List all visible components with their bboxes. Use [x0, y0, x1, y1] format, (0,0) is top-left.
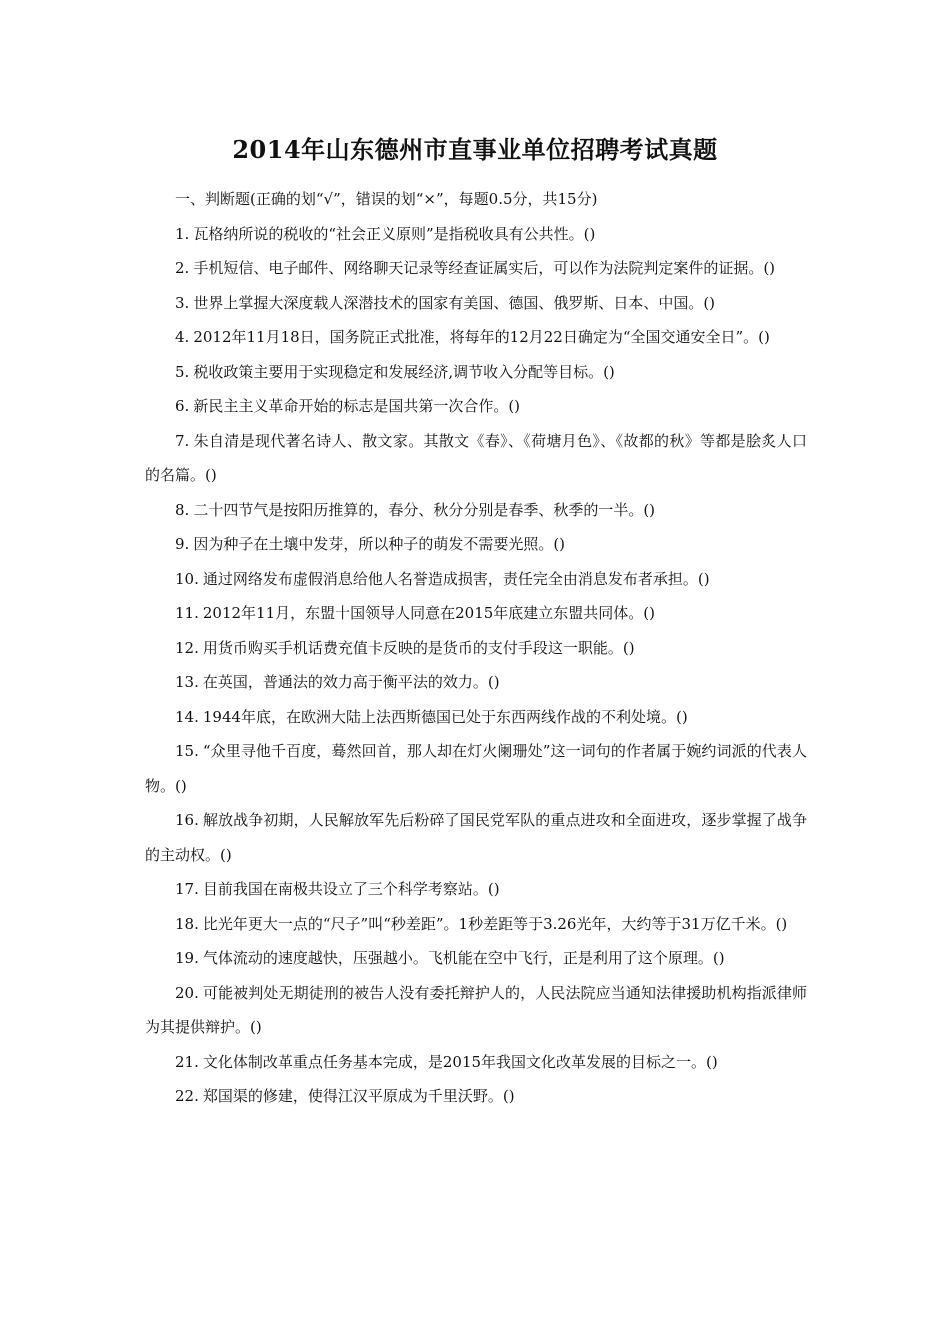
question-text: 2012年11月，东盟十国领导人同意在2015年底建立东盟共同体。()	[202, 604, 656, 622]
question-item	[145, 217, 807, 252]
question-text: 因为种子在土壤中发芽，所以种子的萌发不需要光照。()	[193, 535, 566, 553]
document-body	[145, 182, 807, 1114]
question-number: 7.	[175, 431, 190, 450]
question-item	[145, 872, 807, 907]
question-item	[145, 803, 807, 872]
question-number: 13.	[175, 673, 199, 691]
page-title: 2014年山东德州市直事业单位招聘考试真题	[232, 135, 718, 164]
question-number: 4.	[175, 328, 190, 346]
question-text: 可能被判处无期徒刑的被告人没有委托辩护人的，人民法院应当通知法律援助机构指派律师为其提供辩护。()	[145, 983, 807, 1036]
question-number: 14.	[175, 707, 199, 726]
question-item	[145, 1045, 807, 1080]
question-number: 18.	[175, 914, 199, 933]
question-text: 1944年底，在欧洲大陆上法西斯德国已处于东西两线作战的不利处境。()	[202, 707, 688, 726]
question-number: 20.	[175, 983, 199, 1002]
question-item	[145, 734, 807, 803]
question-number: 8.	[175, 500, 190, 519]
question-text: 目前我国在南极共设立了三个科学考察站。()	[202, 880, 500, 898]
question-text: 税收政策主要用于实现稳定和发展经济,调节收入分配等目标。()	[193, 362, 615, 381]
question-item	[145, 251, 807, 286]
question-number: 9.	[175, 535, 190, 553]
question-item	[145, 286, 807, 321]
question-text: 世界上掌握大深度载人深潜技术的国家有美国、德国、俄罗斯、日本、中国。()	[193, 293, 716, 312]
question-number: 5.	[175, 362, 190, 381]
question-item	[145, 424, 807, 493]
question-text: 手机短信、电子邮件、网络聊天记录等经查证属实后，可以作为法院判定案件的证据。()	[193, 259, 776, 277]
question-text: 气体流动的速度越快，压强越小。飞机能在空中飞行，正是利用了这个原理。()	[202, 949, 725, 967]
question-item	[145, 493, 807, 528]
question-text: 新民主主义革命开始的标志是国共第一次合作。()	[193, 397, 521, 415]
question-item	[145, 596, 807, 631]
question-item	[145, 1079, 807, 1114]
question-text: 用货币购买手机话费充值卡反映的是货币的支付手段这一职能。()	[202, 638, 635, 657]
question-number: 1.	[175, 224, 190, 243]
question-item	[145, 907, 807, 942]
question-text: 比光年更大一点的“尺子”叫“秒差距”。1秒差距等于3.26光年，大约等于31万亿千米。()	[202, 914, 788, 933]
question-item	[145, 355, 807, 390]
question-number: 10.	[175, 569, 199, 588]
question-text: 瓦格纳所说的税收的“社会正义原则”是指税收具有公共性。()	[193, 224, 596, 243]
question-item	[145, 527, 807, 562]
section-heading: 一、判断题(正确的划“√”，错误的划“×”，每题0.5分，共15分)	[175, 190, 598, 208]
question-text: 解放战争初期，人民解放军先后粉碎了国民党军队的重点进攻和全面进攻，逐步掌握了战争的主动权。()	[145, 811, 807, 864]
question-number: 15.	[175, 742, 199, 760]
question-text: 在英国，普通法的效力高于衡平法的效力。()	[202, 673, 500, 691]
question-item	[145, 700, 807, 735]
question-text: 郑国渠的修建，使得江汉平原成为千里沃野。()	[202, 1087, 515, 1105]
question-text: 文化体制改革重点任务基本完成，是2015年我国文化改革发展的目标之一。()	[202, 1052, 718, 1071]
question-number: 22.	[175, 1087, 199, 1105]
question-item	[145, 941, 807, 976]
question-item	[145, 976, 807, 1045]
question-item	[145, 320, 807, 355]
question-number: 19.	[175, 949, 199, 967]
question-number: 2.	[175, 259, 190, 277]
question-number: 3.	[175, 293, 190, 312]
question-number: 17.	[175, 880, 199, 898]
question-item	[145, 562, 807, 597]
question-text: 通过网络发布虚假消息给他人名誉造成损害，责任完全由消息发布者承担。()	[202, 569, 710, 588]
question-number: 11.	[175, 604, 199, 622]
question-number: 16.	[175, 811, 199, 829]
question-item	[145, 665, 807, 700]
question-text: 二十四节气是按阳历推算的，春分、秋分分别是春季、秋季的一半。()	[193, 500, 656, 519]
question-item	[145, 389, 807, 424]
question-list	[145, 217, 807, 1114]
question-item	[145, 631, 807, 666]
question-number: 6.	[175, 397, 190, 415]
question-number: 12.	[175, 638, 199, 657]
question-text: “众里寻他千百度，蓦然回首，那人却在灯火阑珊处”这一词句的作者属于婉约词派的代表人物。()	[145, 742, 807, 795]
question-number: 21.	[175, 1052, 199, 1071]
question-text: 朱自清是现代著名诗人、散文家。其散文《春》、《荷塘月色》、《故都的秋》等都是脍炙人口的名篇。()	[145, 431, 807, 484]
question-text: 2012年11月18日，国务院正式批准，将每年的12月22日确定为“全国交通安全日”。()	[193, 328, 770, 346]
